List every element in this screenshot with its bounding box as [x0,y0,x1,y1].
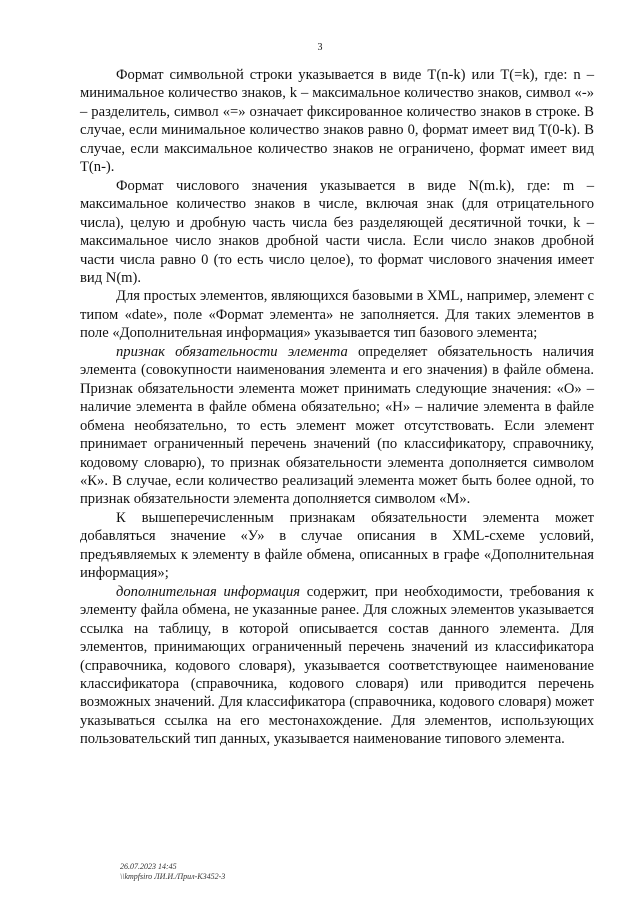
page-number: 3 [317,42,323,53]
footer-file-path: \\kmpfsiro ЛИ.И./Прил-К3452-3 [120,872,226,881]
footer-timestamp: 26.07.2023 14:45 [120,862,177,871]
paragraph-lead: признак обязательности элемента [116,343,348,360]
paragraph-text: определяет обязательность наличия элемента (совокупности наименования элемента и его значения) в файле обмена. Признак обязательности элемента может принимать следующие значения: «О» – наличие элемента в файле обмена обязательно; «Н» – наличие элемента в файле обмена необязательно, то есть элемент может отсутствовать. Если элемент принимает ограниченный перечень значений (по классификатору, справочнику, кодовому словарю), то признак обязательности элемента дополняется символом «К». В случае, если количество реализаций элемента может быть более одной, то признак обязательности элемента дополняется символом «М». [80,343,594,508]
paragraph-text: Формат символьной строки указывается в виде T(n-k) или T(=k), где: n – минимальное количество знаков, k – максимальное количество знаков, символ «-» – разделитель, символ «=» означает фиксированное количество знаков в строке. В случае, если минимальное количество знаков равно 0, формат имеет вид T(0-k). В случае, если максимальное количество знаков не ограничено, формат имеет вид T(n-). [80,67,594,176]
paragraph-string-format [80,66,594,177]
document-body [80,66,594,749]
paragraph-text: Для простых элементов, являющихся базовыми в XML, например, элемент с типом «date», поле «Формат элемента» не заполняется. Для таких элементов в поле «Дополнительная информация» указывается тип базового элемента; [80,288,594,342]
paragraph-number-format [80,177,594,288]
paragraph-condition-flag [80,509,594,583]
document-footer [120,862,225,882]
paragraph-simple-elements [80,287,594,342]
paragraph-text: содержит, при необходимости, требования к элементу файла обмена, не указанные ранее. Для сложных элементов указывается ссылка на таблицу, в которой описывается состав данного элемента. Для элементов, принимающих ограниченный перечень значений из классификатора (справочника, кодового словаря), указывается соответствующее наименование классификатора (справочника, кодового словаря) или приводится перечень возможных значений. Для классификатора (справочника, кодового словаря) может указываться ссылка на его местонахождение. Для элементов, использующих пользовательский тип данных, указывается наименование типового элемента. [80,583,594,748]
paragraph-obligation-flag [80,343,594,509]
paragraph-text: К вышеперечисленным признакам обязательности элемента может добавляться значение «У» в случае описания в XML-схеме условий, предъявляемых к элементу в файле обмена, описанных в графе «Дополнительная информация»; [80,509,594,582]
paragraph-text: Формат числового значения указывается в виде N(m.k), где: m – максимальное количество знаков в числе, включая знак (для отрицательного числа), целую и дробную часть числа без разделяющей десятичной точки, k – максимальное число знаков дробной части числа. Если число знаков дробной части числа равно 0 (то есть число целое), то формат числового значения имеет вид N(m). [80,177,594,286]
paragraph-additional-info [80,583,594,749]
paragraph-lead: дополнительная информация [116,583,301,600]
